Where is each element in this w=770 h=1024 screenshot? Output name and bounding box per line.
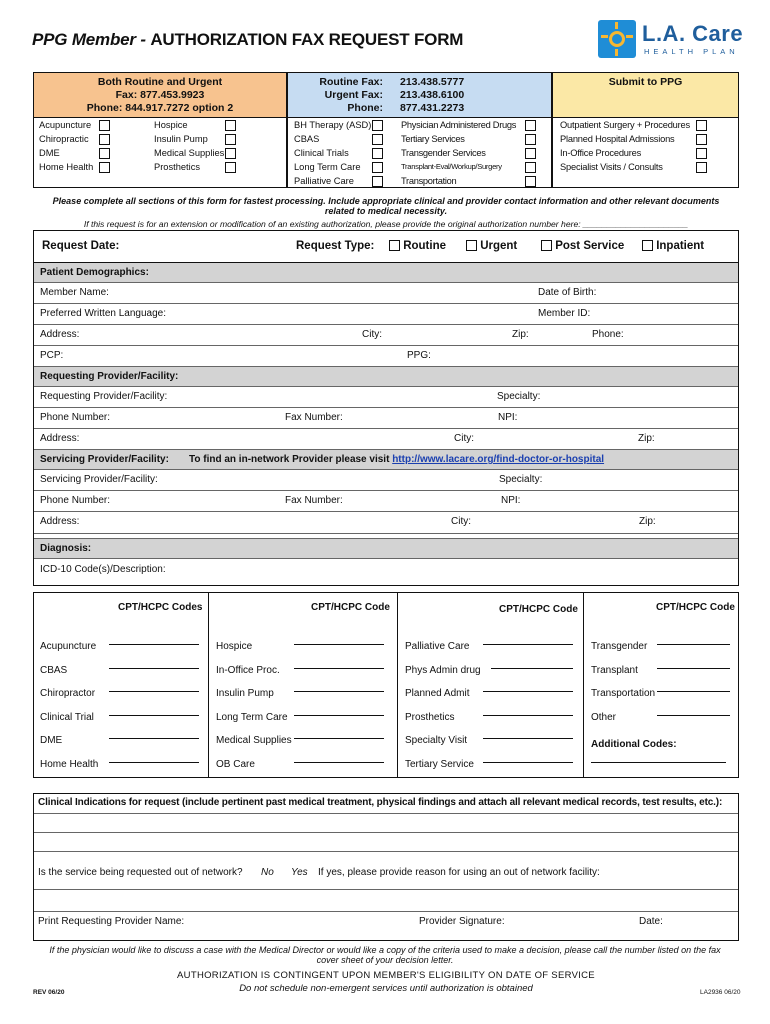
phone-label: Phone: xyxy=(347,102,383,114)
post-service-label: Post Service xyxy=(555,240,625,252)
icd-row[interactable] xyxy=(34,559,738,585)
palliative-care-checkbox[interactable] xyxy=(372,176,383,187)
service-col3 xyxy=(294,118,371,188)
cpt-item-label: Home Health xyxy=(40,758,99,770)
service-label: In-Office Procedures xyxy=(560,148,642,158)
outpatient-surgery-checkbox[interactable] xyxy=(696,120,707,131)
revision-label: REV 06/20 xyxy=(33,989,65,996)
service-label: Acupuncture xyxy=(39,120,92,130)
service-col4 xyxy=(401,118,516,188)
cpt-code-field[interactable] xyxy=(294,706,384,716)
clinical-line[interactable] xyxy=(34,814,738,833)
cpt-code-field[interactable] xyxy=(109,659,199,669)
cpt-table xyxy=(33,592,739,778)
transplant-checkbox[interactable] xyxy=(525,162,536,173)
cpt-code-field[interactable] xyxy=(109,729,199,739)
service-list-3 xyxy=(552,118,739,188)
section-title: Patient Demographics: xyxy=(40,267,149,278)
form-title-prefix: PPG Member - xyxy=(32,30,151,49)
urgent-option[interactable] xyxy=(466,240,517,252)
cpt-item-label: Clinical Trial xyxy=(40,711,94,723)
post-service-option[interactable] xyxy=(541,240,624,252)
cpt-item-label: Hospice xyxy=(216,641,253,652)
service-label: CBAS xyxy=(294,134,320,144)
tertiary-services-checkbox[interactable] xyxy=(525,134,536,145)
cpt-item-label: Specialty Visit xyxy=(405,735,468,747)
cpt-code-field[interactable] xyxy=(109,753,199,763)
requesting-provider-row[interactable] xyxy=(34,387,738,408)
acupuncture-checkbox[interactable] xyxy=(99,120,110,131)
address-label: Address: xyxy=(40,433,80,444)
patient-address-row[interactable] xyxy=(34,325,738,346)
bh-therapy-checkbox[interactable] xyxy=(372,120,383,131)
section-title: Servicing Provider/Facility: xyxy=(40,454,169,465)
cpt-code-field[interactable] xyxy=(109,635,199,645)
cpt-item-label: Long Term Care xyxy=(216,711,288,723)
cpt-item-label: OB Care xyxy=(216,758,255,770)
service-label: Long Term Care xyxy=(294,162,361,172)
transgender-services-checkbox[interactable] xyxy=(525,148,536,159)
requesting-section-header xyxy=(34,367,738,387)
cpt-item-label: Medical Supplies xyxy=(216,735,292,747)
service-list-1 xyxy=(33,118,287,188)
submit-ppg-label: Submit to PPG xyxy=(608,76,683,88)
icd-label: ICD-10 Code(s)/Description: xyxy=(40,564,166,575)
fax-number-label: Fax Number: xyxy=(285,412,343,423)
additional-codes-label: Additional Codes: xyxy=(591,739,677,751)
urgent-checkbox[interactable] xyxy=(466,240,477,251)
cpt-header: CPT/HCPC Code xyxy=(656,602,735,613)
nonemergent-note: Do not schedule non-emergent services until authorization is obtained xyxy=(239,983,533,994)
zip-label: Zip: xyxy=(512,329,529,340)
fax-number-label: Fax Number: xyxy=(285,495,343,506)
medical-supplies-checkbox[interactable] xyxy=(225,148,236,159)
in-office-procedures-checkbox[interactable] xyxy=(696,148,707,159)
service-label: Specialist Visits / Consults xyxy=(560,162,663,172)
specialist-visits-checkbox[interactable] xyxy=(696,162,707,173)
routine-option[interactable] xyxy=(389,240,446,252)
service-label: Hospice xyxy=(154,120,188,130)
cpt-code-field[interactable] xyxy=(483,682,573,692)
service-label: Transgender Services xyxy=(401,148,486,158)
service-label: Chiropractic xyxy=(39,134,89,144)
service-label: Tertiary Services xyxy=(401,134,465,144)
cpt-code-field[interactable] xyxy=(657,706,730,716)
cpt-code-field[interactable] xyxy=(483,706,573,716)
requesting-provider-label: Requesting Provider/Facility: xyxy=(40,391,168,402)
servicing-phone-row[interactable] xyxy=(34,491,738,512)
cpt-header: CPT/HCPC Codes xyxy=(118,602,203,613)
cbas-checkbox[interactable] xyxy=(372,134,383,145)
instructions-line1: Please complete all sections of this form for fastest processing. Include appropriate clinical and provider contact information and other relevant documents xyxy=(52,196,720,206)
dob-label: Date of Birth: xyxy=(538,287,597,298)
member-row[interactable] xyxy=(34,283,738,304)
request-type-label: Request Type: xyxy=(296,240,375,252)
urgent-label: Urgent xyxy=(480,240,518,252)
city-label: City: xyxy=(362,329,382,340)
form-title xyxy=(32,30,463,50)
language-label: Preferred Written Language: xyxy=(40,308,167,319)
routine-urgent-fax: Fax: 877.453.9923 xyxy=(115,89,205,101)
signature-label: Provider Signature: xyxy=(419,916,505,927)
cpt-col4-list xyxy=(591,635,734,777)
cpt-code-field[interactable] xyxy=(294,659,384,669)
contingent-note: AUTHORIZATION IS CONTINGENT UPON MEMBER'S ELIGIBILITY ON DATE OF SERVICE xyxy=(177,970,595,981)
servicing-provider-label: Servicing Provider/Facility: xyxy=(40,474,158,485)
service-label: Transportation xyxy=(401,176,457,186)
servicing-section-header xyxy=(34,450,738,470)
diagnosis-section-header xyxy=(34,539,738,559)
address-label: Address: xyxy=(40,516,80,527)
insulin-pump-checkbox[interactable] xyxy=(225,134,236,145)
service-col1 xyxy=(39,118,93,174)
service-label: Insulin Pump xyxy=(154,134,208,144)
print-name-label: Print Requesting Provider Name: xyxy=(38,916,185,927)
phone-number: 877.431.2273 xyxy=(400,102,465,114)
service-label: Prosthetics xyxy=(154,162,200,172)
section-title: Diagnosis: xyxy=(40,543,92,554)
requesting-phone-row[interactable] xyxy=(34,408,738,429)
service-label: BH Therapy (ASD) xyxy=(294,120,372,130)
routine-urgent-phone: Phone: 844.917.7272 option 2 xyxy=(86,102,234,114)
requesting-address-row[interactable] xyxy=(34,429,738,450)
inpatient-option[interactable] xyxy=(642,240,704,252)
clinical-indications-label: Clinical Indications for request (include pertinent past medical treatment, physical findings and attach all relevant medical records, test results, etc.): xyxy=(38,797,723,808)
cpt-item-label: Planned Admit xyxy=(405,688,470,700)
specialty-label: Specialty: xyxy=(497,391,541,402)
urgent-fax-number: 213.438.6100 xyxy=(400,89,465,101)
cpt-item-label: Palliative Care xyxy=(405,641,470,652)
footer-line1: If the physician would like to discuss a case with the Medical Director or would like a copy of the criteria used to make a decision, please call the number listed on the fax xyxy=(49,945,721,955)
inpatient-label: Inpatient xyxy=(656,240,705,252)
cpt-code-field[interactable] xyxy=(657,659,730,669)
clinical-header xyxy=(34,794,738,814)
post-service-checkbox[interactable] xyxy=(541,240,552,251)
npi-label: NPI: xyxy=(501,495,521,506)
form-title-main: AUTHORIZATION FAX REQUEST FORM xyxy=(150,30,464,49)
yes-option[interactable]: Yes xyxy=(291,867,308,878)
address-label: Address: xyxy=(40,329,80,340)
phone-label: Phone: xyxy=(592,329,624,340)
find-provider-text xyxy=(189,454,604,465)
cpt-col2-list xyxy=(216,635,386,777)
cpt-code-field[interactable] xyxy=(657,635,730,645)
cpt-item-label: Transplant xyxy=(591,664,638,676)
zip-label: Zip: xyxy=(639,516,656,527)
main-form xyxy=(33,230,739,586)
ppg-label: PPG: xyxy=(407,350,431,361)
cpt-item-label: Insulin Pump xyxy=(216,688,274,700)
footer-line2: cover sheet of your decision letter. xyxy=(316,955,454,965)
out-network-question: Is the service being requested out of network? xyxy=(38,867,243,878)
date-label: Date: xyxy=(639,916,663,927)
chiropractic-checkbox[interactable] xyxy=(99,134,110,145)
service-label: Medical Supplies xyxy=(154,148,225,158)
service-label: Clinical Trials xyxy=(294,148,349,158)
find-provider-link[interactable]: http://www.lacare.org/find-doctor-or-hospital xyxy=(392,454,605,465)
cpt-item-label: Transgender xyxy=(591,641,648,652)
planned-admissions-checkbox[interactable] xyxy=(696,134,707,145)
cpt-code-field[interactable] xyxy=(483,729,573,739)
routine-fax-number: 213.438.5777 xyxy=(400,76,465,88)
service-label: Palliative Care xyxy=(294,176,354,186)
cpt-code-field[interactable] xyxy=(109,706,199,716)
request-row xyxy=(34,231,738,263)
cpt-header: CPT/HCPC Code xyxy=(499,604,578,615)
cpt-code-field[interactable] xyxy=(294,753,384,763)
no-option[interactable]: No xyxy=(261,867,274,878)
cpt-item-label: Tertiary Service xyxy=(405,758,474,770)
npi-label: NPI: xyxy=(498,412,518,423)
clinical-section xyxy=(33,793,739,941)
servicing-provider-row[interactable] xyxy=(34,470,738,491)
hospice-checkbox[interactable] xyxy=(225,120,236,131)
cpt-code-field[interactable] xyxy=(657,682,730,692)
service-label: Transplant-Eval/Workup/Surgery xyxy=(401,162,502,171)
phone-number-label: Phone Number: xyxy=(40,495,111,506)
service-col2 xyxy=(154,118,224,174)
cpt-item-label: CBAS xyxy=(40,664,68,676)
routine-checkbox[interactable] xyxy=(389,240,400,251)
pcp-row[interactable] xyxy=(34,346,738,367)
city-label: City: xyxy=(454,433,474,444)
cpt-item-label: Phys Admin drug xyxy=(405,664,481,676)
member-id-label: Member ID: xyxy=(538,308,591,319)
patient-section-header xyxy=(34,263,738,283)
routine-urgent-title: Both Routine and Urgent xyxy=(97,76,223,88)
routine-fax-label: Routine Fax: xyxy=(319,76,383,88)
service-label: DME xyxy=(39,148,60,158)
member-name-label: Member Name: xyxy=(40,287,109,298)
form-code: LA2936 06/20 xyxy=(700,989,741,996)
cpt-item-label: Transportation xyxy=(591,688,656,700)
routine-fax-box xyxy=(287,72,552,118)
section-title: Requesting Provider/Facility: xyxy=(40,371,179,382)
cpt-item-label: DME xyxy=(40,735,63,747)
servicing-address-row[interactable] xyxy=(34,512,738,534)
clinical-line[interactable] xyxy=(34,890,738,912)
cpt-header: CPT/HCPC Code xyxy=(311,602,390,613)
service-col5 xyxy=(560,118,690,174)
cpt-code-field[interactable] xyxy=(109,682,199,692)
out-of-network-row xyxy=(34,852,738,890)
submit-ppg-box xyxy=(552,72,739,118)
footer-note xyxy=(25,945,745,965)
routine-urgent-box xyxy=(33,72,287,118)
cpt-code-field[interactable] xyxy=(491,659,573,669)
extension-note: If this request is for an extension or modification of an existing authorization, please provide the original authorization number here: ______________________ xyxy=(83,219,689,229)
service-label: Outpatient Surgery + Procedures xyxy=(560,120,690,130)
pcp-label: PCP: xyxy=(40,350,64,361)
cpt-item-label: In-Office Proc. xyxy=(216,664,280,676)
find-provider-label: To find an in-network Provider please visit xyxy=(189,454,393,465)
inpatient-checkbox[interactable] xyxy=(642,240,653,251)
routine-label: Routine xyxy=(403,240,447,252)
instructions xyxy=(33,196,739,216)
clinical-trials-checkbox[interactable] xyxy=(372,148,383,159)
service-label: Home Health xyxy=(39,162,94,172)
cpt-code-field[interactable] xyxy=(483,753,573,763)
instructions-line2: related to medical necessity. xyxy=(324,206,448,216)
city-label: City: xyxy=(451,516,471,527)
cpt-code-field[interactable] xyxy=(294,682,384,692)
clinical-line[interactable] xyxy=(34,833,738,852)
cpt-code-field[interactable] xyxy=(483,635,573,645)
service-list-2 xyxy=(287,118,552,188)
service-label: Physician Administered Drugs xyxy=(401,120,517,130)
prosthetics-checkbox[interactable] xyxy=(225,162,236,173)
request-date-label: Request Date: xyxy=(42,240,120,252)
cpt-item-label: Prosthetics xyxy=(405,711,455,723)
yes-reason-label: If yes, please provide reason for using an out of network facility: xyxy=(318,867,600,878)
la-care-logo xyxy=(598,20,748,62)
dme-checkbox[interactable] xyxy=(99,148,110,159)
cpt-item-label: Chiropractor xyxy=(40,688,96,700)
specialty-label: Specialty: xyxy=(499,474,543,485)
cpt-col3-list xyxy=(405,635,577,777)
signature-row[interactable] xyxy=(34,912,738,940)
cpt-code-field[interactable] xyxy=(294,635,384,645)
cpt-col1-list xyxy=(40,635,98,777)
physician-drugs-checkbox[interactable] xyxy=(525,120,536,131)
phone-number-label: Phone Number: xyxy=(40,412,111,423)
cpt-item-label: Other xyxy=(591,711,617,723)
long-term-care-checkbox[interactable] xyxy=(372,162,383,173)
sun-icon xyxy=(598,20,636,58)
urgent-fax-label: Urgent Fax: xyxy=(324,89,383,101)
logo-name: L.A. Care xyxy=(642,21,744,46)
additional-codes-field[interactable] xyxy=(591,753,726,763)
language-row[interactable] xyxy=(34,304,738,325)
transportation-checkbox[interactable] xyxy=(525,176,536,187)
home-health-checkbox[interactable] xyxy=(99,162,110,173)
zip-label: Zip: xyxy=(638,433,655,444)
cpt-code-field[interactable] xyxy=(294,729,384,739)
cpt-item-label: Acupuncture xyxy=(40,641,97,652)
logo-subtitle: HEALTH PLAN xyxy=(644,47,739,56)
service-label: Planned Hospital Admissions xyxy=(560,134,675,144)
